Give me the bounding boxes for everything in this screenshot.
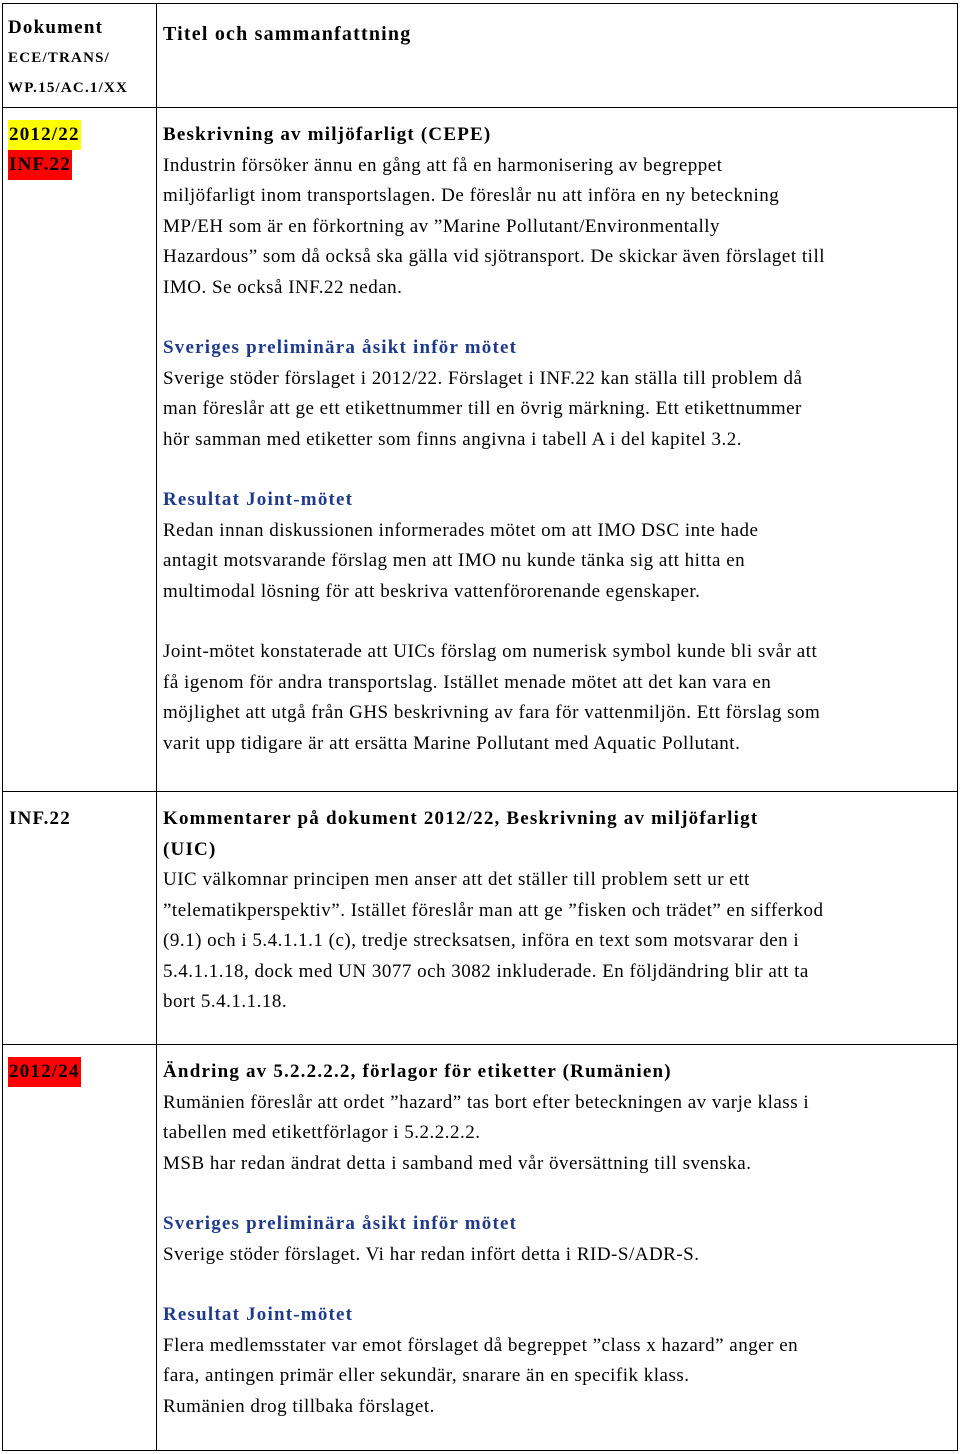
row-heading: Ändring av 5.2.2.2.2, förlagor för etiketter (Rumänien) (163, 1061, 672, 1082)
result-line: multimodal lösning för att beskriva vattenförorenande egenskaper. (163, 580, 701, 602)
ref-cell (3, 108, 157, 792)
body-line: bort 5.4.1.1.18. (163, 991, 288, 1012)
table-row (3, 108, 958, 792)
ref-cell (3, 792, 157, 1045)
title-label: Titel och sammanfattning (163, 23, 412, 45)
result-heading: Resultat Joint-mötet (163, 1304, 354, 1325)
result-line: Flera medlemsstater var emot förslaget då begreppet ”class x hazard” anger en (163, 1334, 799, 1356)
doc-label: Dokument (8, 17, 104, 38)
result-line: Redan innan diskussionen informerades mötet om att IMO DSC inte hade (163, 519, 759, 541)
body-line: tabellen med etikettförlagor i 5.2.2.2.2. (163, 1122, 481, 1143)
opinion-line: hör samman med etiketter som finns angivna i tabell A i del kapitel 3.2. (163, 428, 742, 450)
doc-ref-2012-22: 2012/22 (8, 120, 81, 150)
header-title-cell (157, 4, 958, 108)
body-line: MSB har redan ändrat detta i samband med vår översättning till svenska. (163, 1152, 752, 1174)
ref-cell (3, 1045, 157, 1451)
row-heading: (UIC) (163, 838, 217, 860)
result-line: fara, antingen primär eller sekundär, snarare än en specifik klass. (163, 1365, 690, 1386)
doc-ref-inf22: INF.22 (8, 150, 72, 180)
opinion-line: Sverige stöder förslaget. Vi har redan infört detta i RID-S/ADR-S. (163, 1243, 700, 1265)
body-line: ”telematikperspektiv”. Istället föreslår man att ge ”fisken och trädet” en sifferkod (163, 899, 824, 921)
header-row (3, 4, 958, 108)
content-cell (157, 108, 958, 792)
content-cell (157, 1045, 958, 1451)
result-line: Rumänien drog tillbaka förslaget. (163, 1395, 435, 1417)
opinion-heading: Sveriges preliminära åsikt inför mötet (163, 1213, 518, 1234)
row-heading: Kommentarer på dokument 2012/22, Beskrivning av miljöfarligt (163, 808, 759, 829)
body-line: MP/EH som är en förkortning av ”Marine Pollutant/Environmentally (163, 215, 721, 237)
result-line: varit upp tidigare är att ersätta Marine Pollutant med Aquatic Pollutant. (163, 732, 741, 754)
opinion-heading: Sveriges preliminära åsikt inför mötet (163, 337, 518, 358)
doc-ref-line1: ECE/TRANS/ (8, 50, 111, 66)
doc-ref-line2: WP.15/AC.1/XX (8, 80, 129, 96)
body-line: UIC välkomnar principen men anser att det ställer till problem sett ur ett (163, 869, 750, 890)
body-line: Hazardous” som då också ska gälla vid sjötransport. De skickar även förslaget till (163, 246, 826, 267)
table-row (3, 1045, 958, 1451)
body-line: miljöfarligt inom transportslagen. De föreslår nu att införa en ny beteckning (163, 185, 780, 206)
body-line: 5.4.1.1.18, dock med UN 3077 och 3082 inkluderade. En följdändring blir att ta (163, 960, 809, 982)
doc-ref-inf22: INF.22 (9, 808, 71, 829)
result-line: Joint-mötet konstaterade att UICs förslag om numerisk symbol kunde bli svår att (163, 641, 818, 662)
result-line: antagit motsvarande förslag men att IMO nu kunde tänka sig att hitta en (163, 550, 746, 571)
document-table (2, 3, 958, 1451)
result-heading: Resultat Joint-mötet (163, 489, 354, 510)
result-line: få igenom för andra transportslag. Istället menade mötet att det kan vara en (163, 671, 772, 693)
content-cell (157, 792, 958, 1045)
doc-ref-2012-24: 2012/24 (8, 1057, 81, 1087)
opinion-line: Sverige stöder förslaget i 2012/22. Förslaget i INF.22 kan ställa till problem då (163, 367, 803, 389)
row-heading: Beskrivning av miljöfarligt (CEPE) (163, 124, 492, 145)
body-line: IMO. Se också INF.22 nedan. (163, 276, 403, 298)
result-line: möjlighet att utgå från GHS beskrivning av fara för vattenmiljön. Ett förslag som (163, 702, 821, 723)
body-line: (9.1) och i 5.4.1.1.1 (c), tredje strecksatsen, införa en text som motsvarar den i (163, 930, 800, 951)
body-line: Industrin försöker ännu en gång att få en harmonisering av begreppet (163, 154, 723, 176)
opinion-line: man föreslår att ge ett etikettnummer till en övrig märkning. Ett etikettnummer (163, 398, 802, 419)
body-line: Rumänien föreslår att ordet ”hazard” tas bort efter beteckningen av varje klass i (163, 1091, 810, 1113)
header-doc-cell (3, 4, 157, 108)
table-row (3, 792, 958, 1045)
